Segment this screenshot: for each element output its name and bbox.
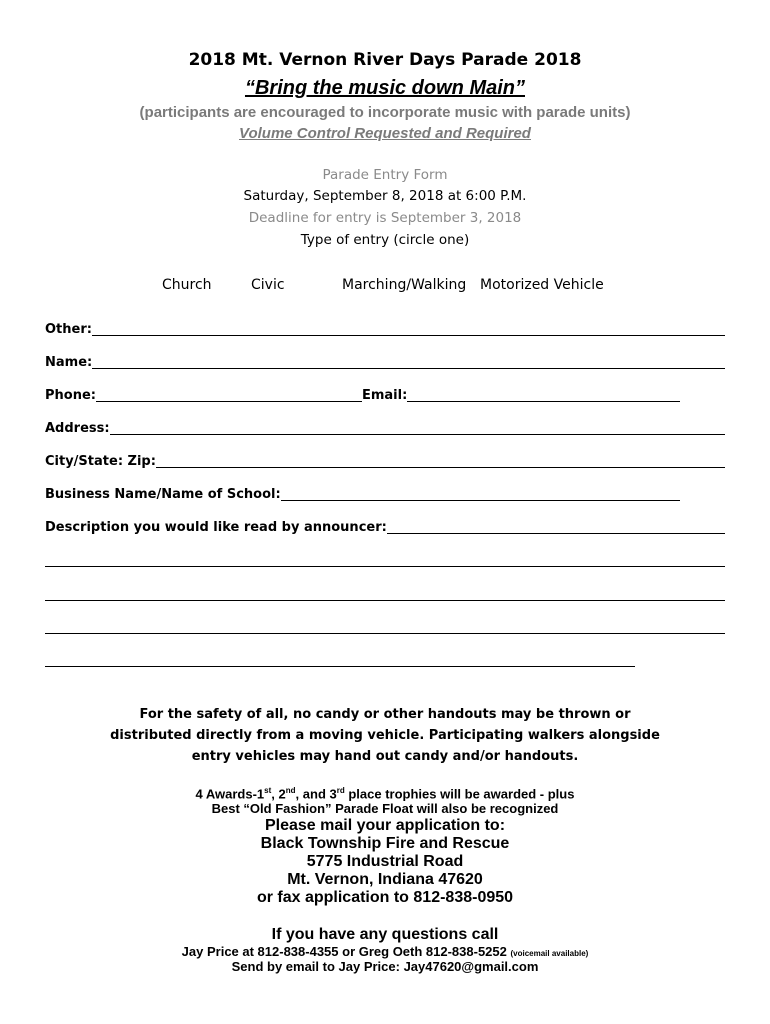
description-field[interactable] — [45, 516, 725, 536]
phone-line[interactable] — [96, 401, 362, 402]
mailing-street: 5775 Industrial Road — [306, 853, 464, 870]
name-line[interactable] — [92, 368, 725, 369]
awards-line — [0, 786, 770, 801]
safety-line: For the safety of all, no candy or other handouts may be thrown or — [139, 707, 631, 722]
name-label: Name: — [45, 355, 93, 370]
fax-line: or fax application to 812-838-0950 — [256, 889, 514, 906]
option-motorized-vehicle[interactable]: Motorized Vehicle — [480, 277, 604, 293]
option-church[interactable]: Church — [162, 277, 212, 293]
contact-email[interactable]: Send by email to Jay Price: Jay47620@gmail.com — [231, 959, 539, 974]
mailing-recipient: Black Township Fire and Rescue — [260, 835, 510, 852]
mailing-block — [0, 817, 770, 907]
description-label: Description you would like read by announcer: — [45, 520, 387, 535]
entry-type-prompt: Type of entry (circle one) — [300, 232, 470, 248]
awards-text: , 2 — [271, 786, 286, 802]
volume-notice: Volume Control Requested and Required — [239, 125, 531, 142]
entry-deadline: Deadline for entry is September 3, 2018 — [248, 210, 522, 226]
awards-text: place trophies will be awarded - plus — [344, 786, 575, 802]
description-blank-line[interactable] — [45, 566, 725, 567]
safety-line: entry vehicles may hand out candy and/or handouts. — [191, 749, 579, 764]
business-field[interactable] — [45, 483, 680, 503]
description-blank-line[interactable] — [45, 666, 635, 667]
awards-text: , and 3 — [295, 786, 337, 802]
city-state-zip-label: City/State: Zip: — [45, 454, 156, 469]
mailing-city: Mt. Vernon, Indiana 47620 — [287, 871, 483, 888]
form-title: Parade Entry Form — [322, 167, 448, 183]
description-line[interactable] — [387, 533, 725, 534]
contact-phones — [0, 944, 770, 959]
questions-heading: If you have any questions call — [271, 926, 499, 943]
slogan: “Bring the music down Main” — [244, 77, 525, 99]
other-field[interactable] — [45, 318, 725, 338]
safety-line: distributed directly from a moving vehicle. Participating walkers alongside — [110, 728, 660, 743]
city-state-zip-field[interactable] — [45, 450, 725, 470]
business-label: Business Name/Name of School: — [45, 487, 281, 502]
event-date: Saturday, September 8, 2018 at 6:00 P.M. — [243, 188, 527, 204]
name-field[interactable] — [45, 351, 725, 371]
email-label: Email: — [361, 388, 408, 403]
description-blank-line[interactable] — [45, 633, 725, 634]
voicemail-note: (voicemail available) — [510, 949, 589, 958]
email-line[interactable] — [407, 401, 680, 402]
address-field[interactable] — [45, 417, 725, 437]
address-label: Address: — [45, 421, 110, 436]
safety-notice — [0, 704, 770, 767]
mailing-heading: Please mail your application to: — [264, 817, 506, 834]
other-line[interactable] — [92, 335, 725, 336]
business-line[interactable] — [281, 500, 680, 501]
contact-numbers: Jay Price at 812-838-4355 or Greg Oeth 812-838-5252 — [181, 944, 507, 959]
city-state-zip-line[interactable] — [156, 467, 725, 468]
option-civic[interactable]: Civic — [251, 277, 285, 293]
music-note: (participants are encouraged to incorporate music with parade units) — [139, 104, 631, 121]
option-marching-walking[interactable]: Marching/Walking — [342, 277, 467, 293]
ordinal-suffix: st — [264, 786, 272, 795]
address-line[interactable] — [110, 434, 725, 435]
phone-email-field[interactable] — [45, 384, 680, 404]
ordinal-suffix: nd — [285, 786, 296, 795]
awards-text: 4 Awards-1 — [195, 786, 265, 802]
description-blank-line[interactable] — [45, 600, 725, 601]
other-label: Other: — [45, 322, 92, 337]
phone-label: Phone: — [45, 388, 96, 403]
ordinal-suffix: rd — [336, 786, 345, 795]
page-title: 2018 Mt. Vernon River Days Parade 2018 — [188, 50, 582, 70]
float-award-line: Best “Old Fashion” Parade Float will also be recognized — [211, 801, 559, 816]
